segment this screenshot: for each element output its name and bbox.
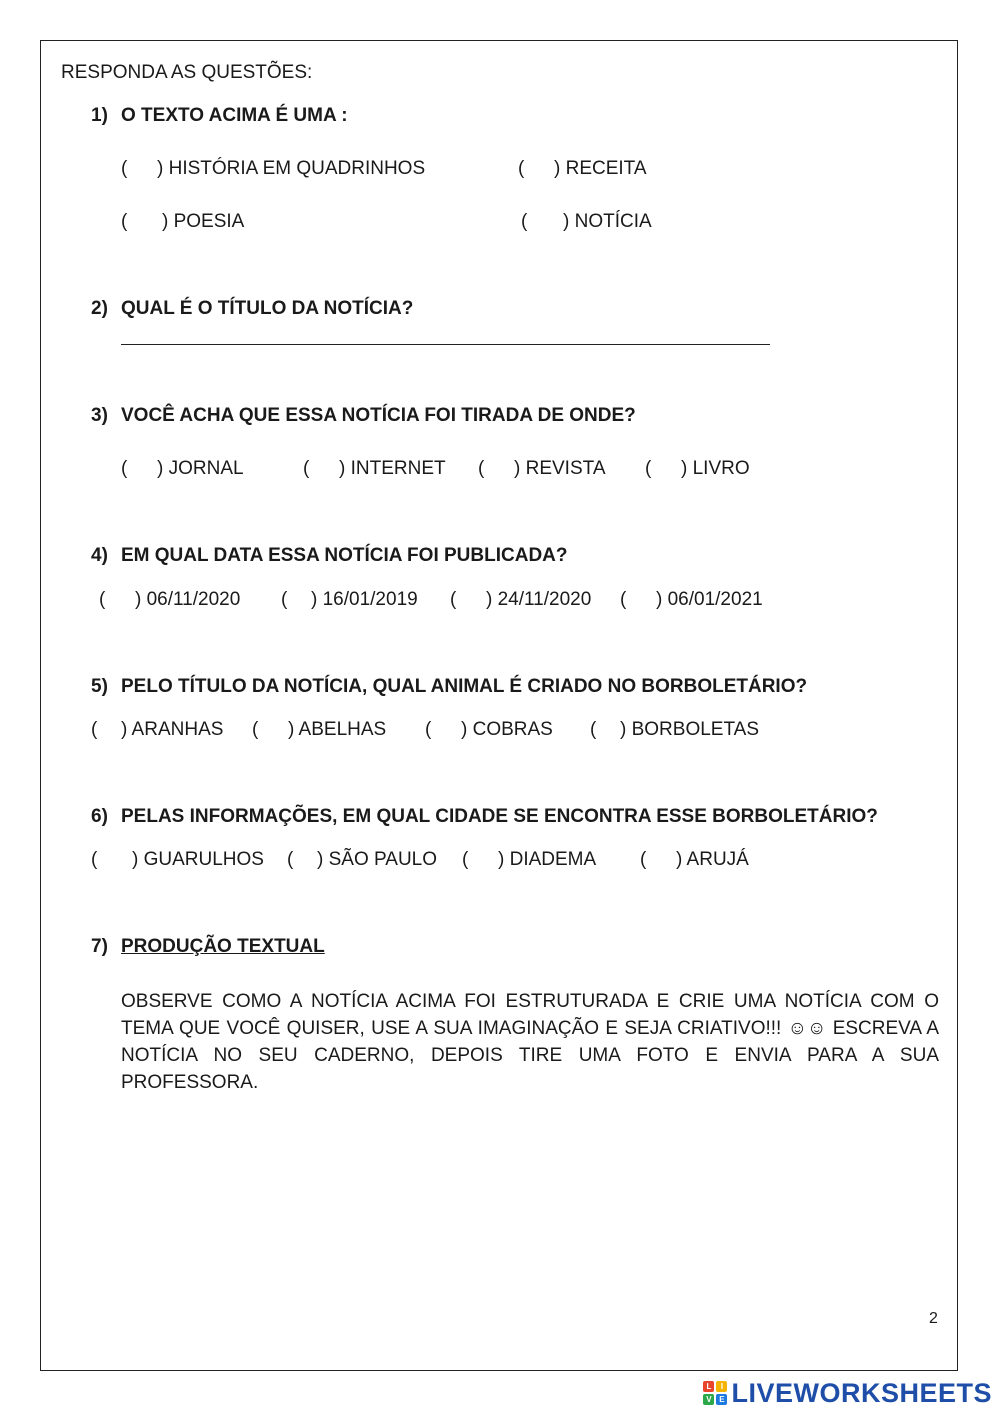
option-label: ) SÃO PAULO — [317, 849, 438, 870]
question-2 — [91, 298, 891, 322]
question-7 — [91, 936, 891, 960]
option-checkbox[interactable]: ( ) SÃO PAULO — [287, 849, 438, 870]
instructions-heading: RESPONDA AS QUESTÕES: — [61, 62, 313, 83]
question-text: EM QUAL DATA ESSA NOTÍCIA FOI PUBLICADA? — [121, 545, 568, 566]
question-6 — [91, 806, 951, 830]
question-1 — [91, 105, 891, 129]
option-checkbox[interactable]: ( ) COBRAS — [425, 719, 553, 740]
question-number: 3) — [91, 405, 108, 426]
option-label: ) DIADEMA — [498, 849, 597, 870]
option-checkbox[interactable]: ( ) INTERNET — [303, 458, 446, 479]
option-label: ) 06/11/2020 — [135, 589, 241, 610]
option-checkbox[interactable]: ( ) 06/01/2021 — [620, 589, 763, 610]
worksheet-frame — [40, 40, 958, 1371]
brand-logo — [703, 1378, 992, 1408]
option-checkbox[interactable]: ( ) BORBOLETAS — [590, 719, 760, 740]
question-number: 7) — [91, 936, 108, 957]
question-text: QUAL É O TÍTULO DA NOTÍCIA? — [121, 298, 414, 319]
question-number: 4) — [91, 545, 108, 566]
question-number: 6) — [91, 806, 108, 827]
question-number: 5) — [91, 676, 108, 697]
instructions-paragraph: OBSERVE COMO A NOTÍCIA ACIMA FOI ESTRUTURADA E CRIE UMA NOTÍCIA COM O TEMA QUE VOCÊ QUISER, USE A SUA IMAGINAÇÃO E SEJA CRIATIVO!!! ☺☺ ESCREVA A NOTÍCIA NO SEU CADERNO, DEPOIS TIRE UMA FOTO E ENVIA PARA A SUA PROFESSORA. — [121, 991, 939, 1093]
option-label: ) REVISTA — [514, 458, 606, 479]
question-4 — [91, 545, 891, 569]
option-checkbox[interactable]: ( ) HISTÓRIA EM QUADRINHOS — [121, 158, 426, 179]
option-checkbox[interactable]: ( ) LIVRO — [645, 458, 750, 479]
option-checkbox[interactable]: ( ) ABELHAS — [252, 719, 387, 740]
option-checkbox[interactable]: ( ) 24/11/2020 — [450, 589, 592, 610]
option-checkbox[interactable]: ( ) JORNAL — [121, 458, 244, 479]
option-checkbox[interactable]: ( ) GUARULHOS — [91, 849, 264, 870]
option-checkbox[interactable]: ( ) 16/01/2019 — [281, 589, 418, 610]
option-label: ) RECEITA — [554, 158, 647, 179]
question-text: PRODUÇÃO TEXTUAL — [121, 936, 325, 957]
question-text: PELO TÍTULO DA NOTÍCIA, QUAL ANIMAL É CRIADO NO BORBOLETÁRIO? — [121, 676, 808, 697]
question-text: VOCÊ ACHA QUE ESSA NOTÍCIA FOI TIRADA DE ONDE? — [121, 405, 636, 426]
option-label: ) ARANHAS — [121, 719, 224, 740]
option-label: ) POESIA — [162, 211, 245, 232]
option-label: ) JORNAL — [157, 458, 244, 479]
option-label: ) ARUJÁ — [676, 849, 749, 870]
option-checkbox[interactable]: ( ) ARUJÁ — [640, 849, 749, 870]
question-text: O TEXTO ACIMA É UMA : — [121, 105, 348, 126]
option-label: ) LIVRO — [681, 458, 750, 479]
question-3 — [91, 405, 891, 429]
option-checkbox[interactable]: ( ) NOTÍCIA — [521, 211, 652, 232]
option-checkbox[interactable]: ( ) ARANHAS — [91, 719, 224, 740]
option-label: ) COBRAS — [461, 719, 553, 740]
option-label: ) NOTÍCIA — [563, 211, 652, 232]
option-label: ) GUARULHOS — [132, 849, 264, 870]
question-text: PELAS INFORMAÇÕES, EM QUAL CIDADE SE ENCONTRA ESSE BORBOLETÁRIO? — [121, 806, 878, 827]
option-label: ) HISTÓRIA EM QUADRINHOS — [157, 158, 426, 179]
question-number: 1) — [91, 105, 108, 126]
option-checkbox[interactable]: ( ) DIADEMA — [462, 849, 597, 870]
page-number: 2 — [929, 1310, 938, 1327]
option-checkbox[interactable]: ( ) REVISTA — [478, 458, 606, 479]
option-checkbox[interactable]: ( ) RECEITA — [518, 158, 647, 179]
option-label: ) 24/11/2020 — [486, 589, 592, 610]
logo-mark-icon: L I V E — [703, 1381, 727, 1405]
option-checkbox[interactable]: ( ) 06/11/2020 — [99, 589, 241, 610]
answer-line[interactable] — [121, 344, 770, 345]
option-label: ) 16/01/2019 — [311, 589, 418, 610]
option-label: ) ABELHAS — [288, 719, 387, 740]
option-label: ) INTERNET — [339, 458, 446, 479]
option-label: ) BORBOLETAS — [620, 719, 760, 740]
option-checkbox[interactable]: ( ) POESIA — [121, 211, 245, 232]
brand-name: LIVEWORKSHEETS — [731, 1377, 992, 1408]
question-5 — [91, 676, 891, 700]
question-number: 2) — [91, 298, 108, 319]
option-label: ) 06/01/2021 — [656, 589, 763, 610]
